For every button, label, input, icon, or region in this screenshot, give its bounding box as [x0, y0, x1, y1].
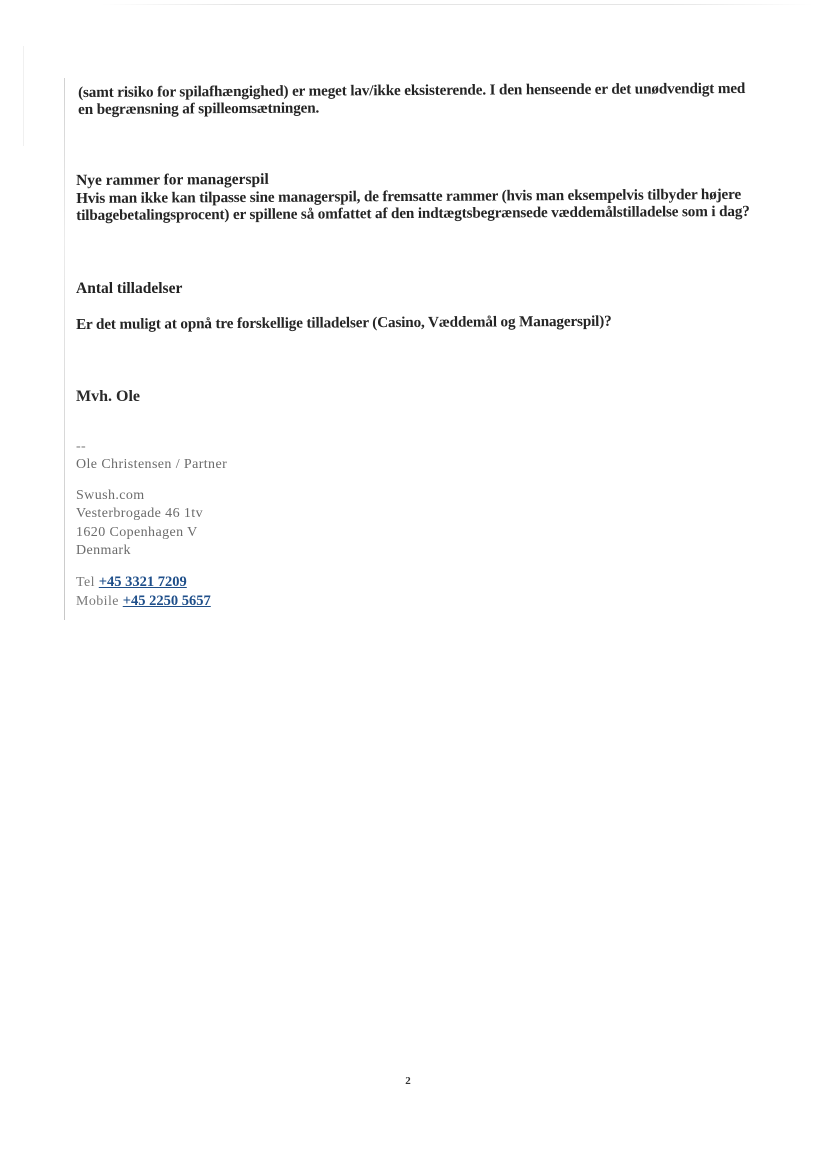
signature-name-title: Ole Christensen / Partner	[76, 457, 228, 472]
scan-top-edge	[100, 4, 814, 5]
tel-label: Tel	[76, 574, 99, 590]
mobile-label: Mobile	[76, 594, 123, 609]
signature-tel-row	[76, 573, 227, 593]
mobile-link[interactable]: +45 2250 5657	[122, 593, 211, 609]
managerspil-paragraph	[76, 186, 750, 224]
signature-company: Swush.com	[76, 487, 145, 503]
signature-country: Denmark	[76, 543, 131, 558]
tilladelser-question	[76, 313, 612, 333]
section-tilladelser-title: Antal tilladelser	[76, 280, 183, 297]
intro-line-2: en begrænsning af spilleomsætningen.	[78, 99, 320, 118]
page-number: 2	[405, 1075, 411, 1087]
scan-left-artifact	[23, 46, 24, 146]
managerspil-line-2: tilbagebetalingsprocent) er spillene så omfattet af den indtægtsbegrænsede væddemålstilladelse som i dag?	[76, 202, 750, 224]
tel-link[interactable]: +45 3321 7209	[98, 573, 187, 590]
intro-paragraph	[78, 80, 745, 118]
signature-mobile-row	[76, 592, 227, 612]
section-managerspil-title: Nye rammer for managerspil	[76, 170, 269, 189]
signature-separator: --	[76, 439, 87, 454]
tilladelser-question-text: Er det muligt at opnå tre forskellige tilladelser (Casino, Væddemål og Managerspil)?	[76, 312, 612, 333]
signature-street: Vesterbrogade 46 1tv	[76, 506, 203, 521]
closing-greeting: Mvh. Ole	[76, 388, 140, 405]
section-managerspil	[76, 168, 750, 224]
email-quote-bar	[64, 78, 65, 620]
managerspil-line-1: Hvis man ikke kan tilpasse sine managerspil, de fremsatte rammer (hvis man eksempelvis tilbyder højere	[76, 185, 742, 207]
signature-city: 1620 Copenhagen V	[76, 524, 198, 540]
intro-line-1: (samt risiko for spilafhængighed) er meget lav/ikke eksisterende. I den henseende er det unødvendigt med	[78, 79, 746, 101]
email-signature	[76, 439, 228, 612]
